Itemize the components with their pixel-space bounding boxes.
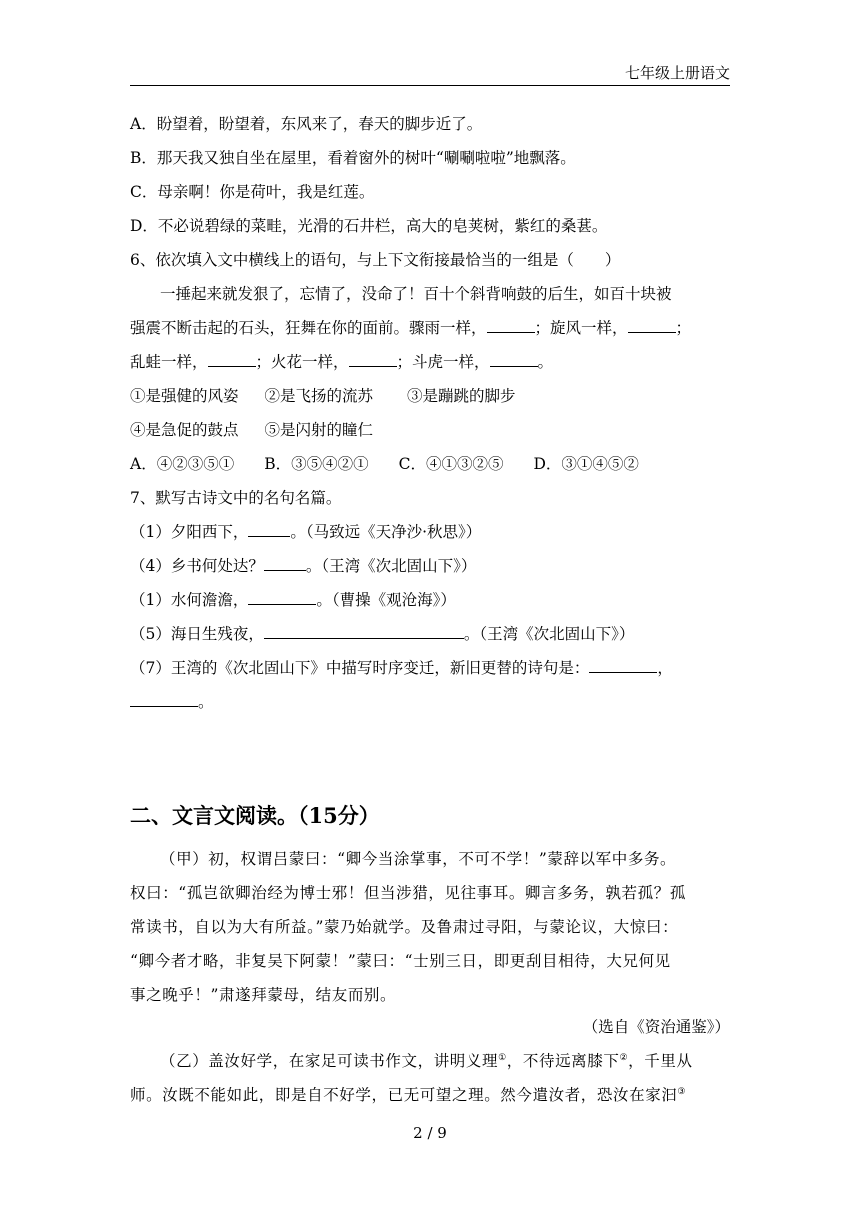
q7-text: （4）乡书何处达？ xyxy=(130,557,264,575)
q6-item: ①是强健的风姿 xyxy=(130,387,239,405)
footnote-mark: ① xyxy=(498,1052,507,1063)
yi-text: （乙）盖汝好学，在家足可读书作文，讲明义理 xyxy=(160,1052,499,1070)
page-number: 2 / 9 xyxy=(413,1124,447,1142)
q7-text: 。（曹操《观沧海》） xyxy=(316,591,456,609)
q6-choice: D．③①④⑤② xyxy=(533,455,639,473)
blank xyxy=(628,318,676,333)
yi-text: 师。汝既不能如此，即是自不好学，已无可望之理。然今遣汝者，恐汝在家汩 xyxy=(130,1086,678,1104)
passage-jia-line4: “卿今者才略，非复吴下阿蒙！”蒙曰：“士别三日，即更刮目相待，大兄何见 xyxy=(130,952,671,970)
q7-line4 xyxy=(130,622,634,644)
q7-text: （7）王湾的《次北固山下》中描写时序变迁，新旧更替的诗句是： xyxy=(130,659,590,677)
q6-choice: A．④②③⑤① xyxy=(130,455,235,473)
q6-text: ；火花一样， xyxy=(255,353,349,371)
q6-items-row2 xyxy=(130,418,373,440)
passage-jia-line5: 事之晚乎！”肃遂拜蒙母，结友而别。 xyxy=(130,986,397,1004)
option-b: B．那天我又独自坐在屋里，看着窗外的树叶“唰唰啦啦”地飘落。 xyxy=(130,149,576,167)
q7-text: 。（王湾《次北固山下》） xyxy=(463,625,635,643)
q6-text: 乱蛙一样， xyxy=(130,353,208,371)
q6-text: ； xyxy=(675,319,692,337)
q7-text: （5）海日生残夜， xyxy=(130,625,264,643)
yi-text: ，千里从 xyxy=(628,1052,693,1070)
blank xyxy=(487,318,535,333)
header-title: 七年级上册语文 xyxy=(624,64,730,82)
q7-line5 xyxy=(130,656,673,678)
q7-line1 xyxy=(130,520,481,542)
q6-item: ③是蹦跳的脚步 xyxy=(407,387,516,405)
yi-text: ，不待远离膝下 xyxy=(506,1052,620,1070)
passage-yi-line2 xyxy=(130,1083,686,1105)
blank xyxy=(349,352,397,367)
q6-text: 强震不断击起的石头，狂舞在你的面前。骤雨一样， xyxy=(130,319,487,337)
q6-item: ②是飞扬的流苏 xyxy=(264,387,374,405)
passage-jia-line3: 常读书，自以为大有所益。”蒙乃始就学。及鲁肃过寻阳，与蒙论议，大惊曰： xyxy=(130,918,679,936)
q6-text: ；斗虎一样， xyxy=(396,353,490,371)
q6-text: ；旋风一样， xyxy=(534,319,628,337)
q7-text: （1）夕阳西下， xyxy=(130,523,249,541)
blank xyxy=(264,624,464,639)
q6-text: 。 xyxy=(537,353,554,371)
passage-jia-line1: （甲）初，权谓吕蒙曰：“卿今当涂掌事，不可不学！”蒙辞以军中多务。 xyxy=(160,850,677,868)
blank xyxy=(490,352,538,367)
option-a: A．盼望着，盼望着，东风来了，春天的脚步近了。 xyxy=(130,115,483,133)
q6-choice: B．③⑤④②① xyxy=(264,455,369,473)
q6-stem: 6、依次填入文中横线上的语句，与上下文衔接最恰当的一组是（ ） xyxy=(130,251,621,269)
q7-line2 xyxy=(130,554,476,576)
q7-line6 xyxy=(130,690,214,712)
passage-yi-line1 xyxy=(160,1049,693,1071)
q6-para-line3 xyxy=(130,350,553,372)
passage-jia-line2: 权曰：“孤岂欲卿治经为博士邪！但当涉猎，见往事耳。卿言多务，孰若孤？孤 xyxy=(130,884,686,902)
q6-choices xyxy=(130,452,639,474)
blank xyxy=(589,658,657,673)
q6-para-line1: 一捶起来就发狠了，忘情了，没命了！百十个斜背响鼓的后生，如百十块被 xyxy=(160,285,672,303)
q7-stem: 7、默写古诗文中的名句名篇。 xyxy=(130,489,342,507)
blank xyxy=(248,522,290,537)
header-rule xyxy=(130,85,730,86)
blank xyxy=(208,352,256,367)
option-c: C．母亲啊！你是荷叶，我是红莲。 xyxy=(130,183,375,201)
q6-item: ④是急促的鼓点 xyxy=(130,421,239,439)
blank xyxy=(264,556,306,571)
footnote-mark: ② xyxy=(619,1052,629,1063)
blank xyxy=(130,692,198,707)
q6-items-row1 xyxy=(130,384,516,406)
q6-para-line2 xyxy=(130,316,691,338)
q6-item: ⑤是闪射的瞳仁 xyxy=(264,421,374,439)
q6-choice: C．④①③②⑤ xyxy=(398,455,504,473)
q7-text: 。（马致远《天净沙·秋思》） xyxy=(290,523,482,541)
q7-text: （1）水何澹澹， xyxy=(130,591,249,609)
q7-line3 xyxy=(130,588,456,610)
q7-text: 。（王湾《次北固山下》） xyxy=(305,557,477,575)
q7-text: ， xyxy=(657,659,673,677)
blank xyxy=(248,590,316,605)
option-d: D．不必说碧绿的菜畦，光滑的石井栏，高大的皂荚树，紫红的桑葚。 xyxy=(130,217,608,235)
passage-source: （选自《资治通鉴》） xyxy=(582,1018,730,1036)
section-title: 二、文言文阅读。（15分） xyxy=(130,803,380,828)
q7-text: 。 xyxy=(198,693,214,711)
footnote-mark: ③ xyxy=(677,1086,687,1097)
